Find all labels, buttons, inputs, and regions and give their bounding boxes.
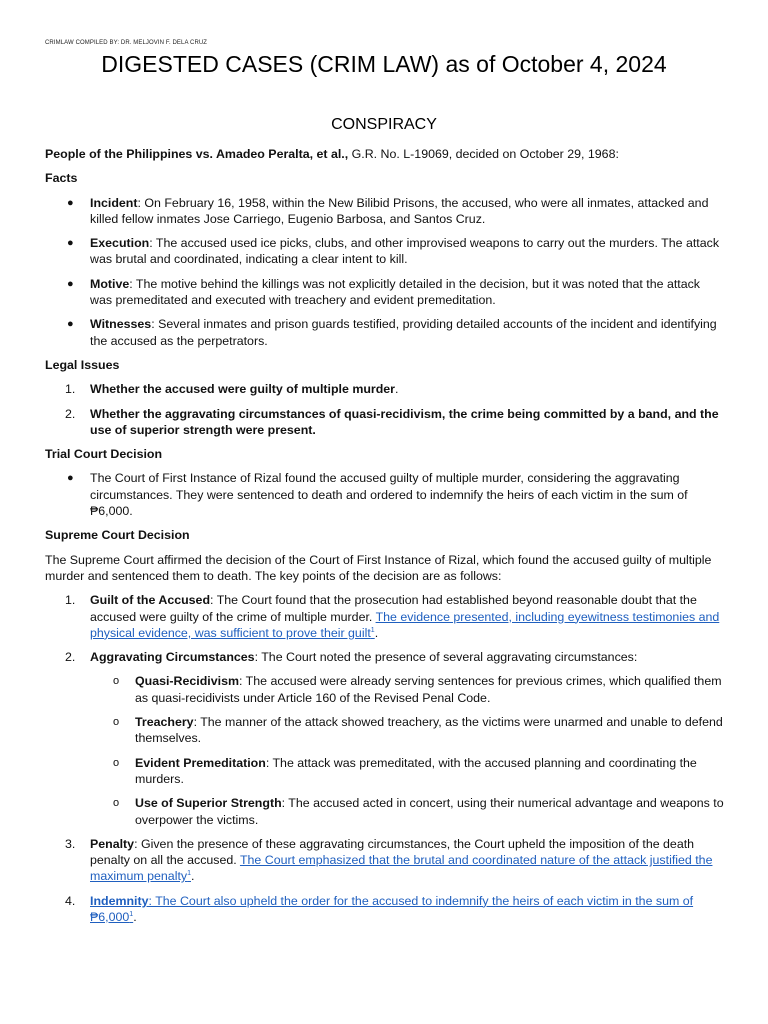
fact-item-incident — [45, 195, 724, 228]
circumstance-text: : The accused acted in concert, using their numerical advantage and weapons to overpower the victims. — [135, 796, 724, 827]
legal-issues-heading: Legal Issues — [45, 357, 120, 372]
list-number: 4. — [65, 893, 76, 908]
trial-court-heading: Trial Court Decision — [45, 447, 163, 462]
facts-heading: Facts — [45, 171, 78, 186]
footnote-ref: 1 — [187, 870, 191, 878]
trial-court-item — [45, 470, 724, 519]
bullet-icon: ● — [67, 318, 74, 331]
compiler-note: CRIMLAW COMPILED BY: DR. MELJOVIN F. DELA CRUZ — [45, 40, 208, 46]
issue-item — [45, 381, 724, 397]
fact-item-motive — [45, 276, 724, 309]
case-details: G.R. No. L-19069, decided on October 29, 1968: — [348, 147, 619, 161]
issue-text: Whether the aggravating circumstances of quasi-recidivism, the crime being committed by a band, and the use of superior strength were present. — [90, 406, 719, 437]
circumstance-text: : The manner of the attack showed treachery, as the victims were unarmed and unable to defend themselves. — [135, 715, 723, 746]
fact-text: : Several inmates and prison guards testified, providing detailed accounts of the incident and identifying the accused as the perpetrators. — [90, 317, 717, 348]
decision-text: : Given the presence of these aggravating circumstances, the Court upheld the imposition of the death penalty on all the accused. — [90, 836, 695, 868]
legal-issues-list — [45, 381, 724, 438]
issue-tail: . — [395, 382, 399, 397]
decision-item-guilt — [45, 592, 724, 641]
trial-court-text: The Court of First Instance of Rizal found the accused guilty of multiple murder, considering the aggravating circumstances. They were sentenced to death and ordered to indemnify the heirs of each victim in the sum of ₱6,000. — [90, 471, 688, 519]
circumstance-item — [45, 673, 724, 706]
supreme-court-heading: Supreme Court Decision — [45, 528, 190, 543]
circumstance-label: Use of Superior Strength — [135, 796, 282, 811]
issue-text: Whether the accused were guilty of multiple murder — [90, 382, 396, 397]
circumstance-item — [45, 795, 724, 828]
circumstance-label: Quasi-Recidivism — [135, 674, 239, 689]
list-number: 3. — [65, 836, 76, 851]
circumstance-text: : The accused were already serving sentences for previous crimes, which qualified them as quasi-recidivists under Article 160 of the Revised Penal Code. — [135, 674, 722, 705]
fact-text: : The accused used ice picks, clubs, and other improvised weapons to carry out the murders. The attack was brutal and coordinated, indicating a clear intent to kill. — [90, 236, 720, 267]
decision-text: : The Court found that the prosecution had established beyond reasonable doubt that the accused were guilty of the crime of multiple murder. — [90, 593, 697, 624]
list-number: 1. — [65, 593, 76, 608]
decision-text: : The Court noted the presence of several aggravating circumstances: — [254, 650, 638, 665]
sentence-end: . — [133, 909, 137, 924]
sub-bullet-icon: o — [113, 756, 120, 769]
list-number: 1. — [65, 382, 76, 397]
decision-points-list — [45, 592, 724, 925]
footnote-ref: 1 — [129, 910, 134, 918]
sub-bullet-icon: o — [113, 716, 120, 729]
issue-item — [45, 406, 724, 439]
decision-item-aggravating — [45, 649, 724, 828]
footnote-ref: 1 — [370, 626, 375, 634]
decision-label: Penalty — [90, 836, 135, 851]
list-number: 2. — [65, 650, 76, 665]
citation-link-text: : The Court also upheld the order for the accused to indemnify the heirs of each victim in the sum of ₱6,000 — [90, 893, 694, 924]
facts-list — [45, 195, 724, 349]
fact-label: Motive — [90, 276, 130, 291]
sentence-end: . — [191, 869, 195, 884]
sentence-end: . — [374, 625, 379, 640]
case-citation — [45, 146, 724, 162]
circumstance-text: : The attack was premeditated, with the accused planning and coordinating the murders. — [135, 755, 697, 786]
circumstance-label: Treachery — [135, 715, 194, 730]
citation-link[interactable] — [90, 894, 693, 924]
decision-label: Aggravating Circumstances — [90, 650, 255, 665]
document-title: DIGESTED CASES (CRIM LAW) as of October 4, 2024 — [101, 51, 667, 77]
circumstance-item — [45, 714, 724, 747]
decision-item-penalty — [45, 836, 724, 885]
decision-label: Indemnity — [90, 893, 149, 908]
fact-text: : On February 16, 1958, within the New Bilibid Prisons, the accused, who were all inmates, attacked and killed fellow inmates Jose Carriego, Eugenio Barbosa, and Santos Cruz. — [90, 195, 709, 226]
supreme-court-intro: The Supreme Court affirmed the decision of the Court of First Instance of Rizal, which found the accused guilty of multiple murder and sentenced them to death. The key points of the decision are as follows: — [45, 552, 712, 583]
bullet-icon: ● — [67, 196, 74, 209]
sub-bullet-icon: o — [113, 675, 120, 688]
case-name: People of the Philippines vs. Amadeo Peralta, et al., — [45, 147, 349, 161]
document-body — [45, 146, 724, 933]
decision-label: Guilt of the Accused — [90, 593, 211, 608]
circumstance-label: Evident Premeditation — [135, 755, 266, 770]
bullet-icon: ● — [67, 472, 74, 485]
aggravating-circumstances-list — [90, 673, 724, 827]
citation-link-text: The Court emphasized that the brutal and coordinated nature of the attack justified the maximum penalty — [90, 853, 713, 884]
fact-label: Incident — [90, 195, 138, 210]
bullet-icon: ● — [67, 277, 74, 290]
section-title: CONSPIRACY — [331, 116, 437, 133]
trial-court-list — [45, 470, 724, 519]
citation-link-text: The evidence presented, including eyewitness testimonies and physical evidence, was sufficient to prove their guilt — [90, 609, 720, 640]
bullet-icon: ● — [67, 237, 74, 250]
fact-item-execution — [45, 235, 724, 268]
decision-item-indemnity — [45, 893, 724, 926]
circumstance-item — [45, 755, 724, 788]
fact-label: Witnesses — [90, 317, 152, 332]
fact-text: : The motive behind the killings was not explicitly detailed in the decision, but it was noted that the attack was premeditated and executed with treachery and evident premeditation. — [90, 276, 701, 308]
list-number: 2. — [65, 406, 76, 421]
sub-bullet-icon: o — [113, 797, 120, 810]
fact-label: Execution — [90, 236, 150, 251]
fact-item-witnesses — [45, 316, 724, 349]
